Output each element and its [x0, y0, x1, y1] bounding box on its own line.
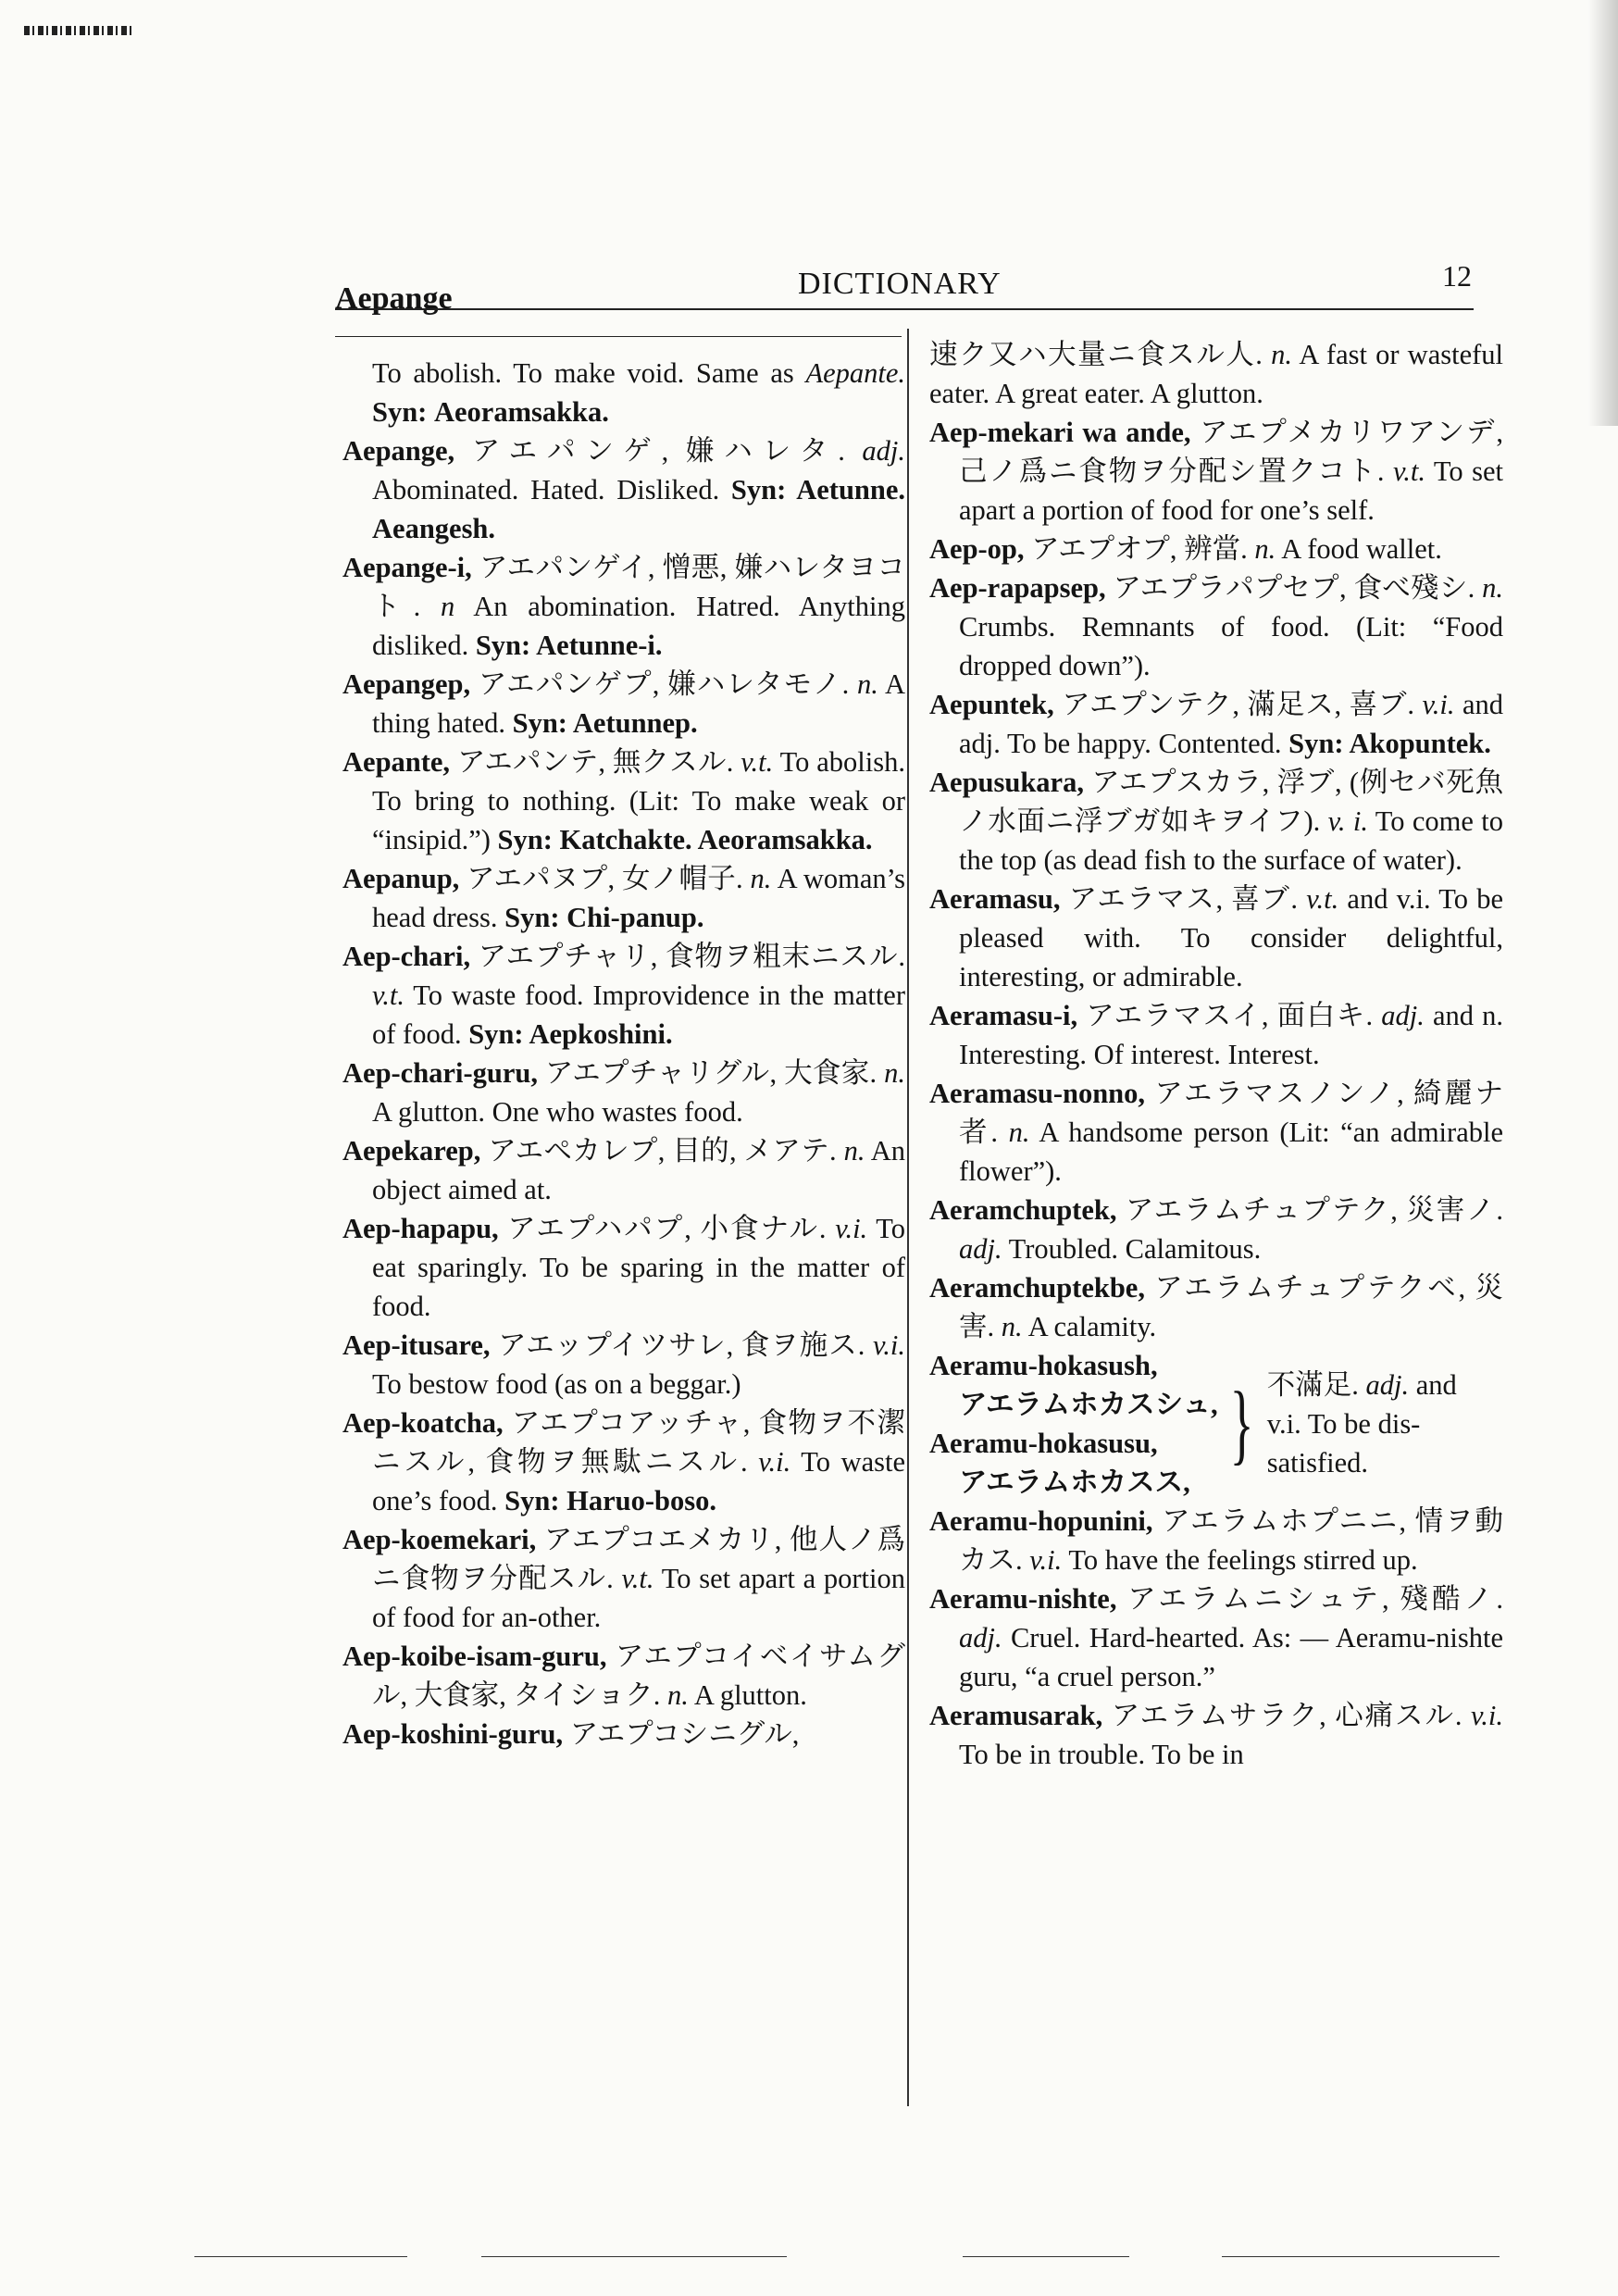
dictionary-entry — [929, 1579, 1503, 1696]
synonym-label: Syn: — [497, 824, 553, 855]
headword: Aep-chari, — [342, 941, 471, 972]
bottom-rule — [1222, 2256, 1500, 2257]
dictionary-entry — [929, 530, 1503, 568]
headword: Aep-koatcha, — [342, 1407, 504, 1439]
japanese-gloss: アエプハパプ, 小食ナル. — [498, 1213, 836, 1244]
part-of-speech: v.t. — [1306, 883, 1339, 915]
japanese-gloss: アエプチャリグル, 大食家. — [537, 1057, 885, 1089]
definition: To waste food. Improvidence in the matter of food. — [372, 980, 905, 1050]
japanese-gloss: アエラマスイ, 面白キ. — [1077, 1000, 1382, 1031]
japanese-gloss: アエラムチュプテク, 災害ノ. — [1116, 1194, 1503, 1226]
japanese-gloss: アエラムチュプテクベ, 災害. — [959, 1272, 1503, 1342]
definition: To waste one’s food. — [372, 1446, 905, 1516]
japanese-gloss: アエラムサラク, 心痛スル. — [1102, 1700, 1471, 1731]
part-of-speech: v.t. — [372, 980, 404, 1011]
headword: Aep-koibe-isam-guru, — [342, 1641, 607, 1672]
left-entry-list — [342, 431, 905, 1753]
japanese-gloss: アエプチャリ, 食物ヲ粗末ニスル. — [470, 941, 905, 972]
headword: Aepange-i, — [342, 552, 472, 583]
dictionary-entry — [929, 1268, 1503, 1346]
dictionary-entry — [342, 1520, 905, 1637]
headword: Aeramchuptekbe, — [929, 1272, 1145, 1304]
headword: Aepante, — [342, 746, 451, 778]
japanese-gloss: アエパンゲ, 嫌ハレタ. — [454, 435, 863, 467]
definition: Crumbs. Remnants of food. (Lit: “Food dropped down”). — [959, 611, 1503, 681]
japanese-gloss: アエプメカリワアンデ, 己ノ爲ニ食物ヲ分配シ置クコト. — [959, 417, 1503, 487]
part-of-speech: v.i. — [1422, 689, 1455, 720]
japanese-gloss: アエパンゲイ, 憎悪, 嫌ハレタヨコト. — [372, 552, 905, 622]
part-of-speech: adj. — [1381, 1000, 1425, 1031]
dictionary-entry — [929, 1502, 1503, 1579]
japanese-gloss: アエラマスノンノ, 綺麗ナ者. — [959, 1078, 1503, 1148]
grouped-definition: 不滿足. adj. and v.i. To be dis-satisfied. — [1266, 1369, 1457, 1479]
synonym: Chi-panup. — [559, 902, 704, 933]
part-of-speech: v.i. — [1471, 1700, 1503, 1731]
right-entry-list-3 — [929, 1502, 1503, 1774]
headword: Aepuntek, — [929, 689, 1054, 720]
dictionary-entry — [342, 742, 905, 859]
japanese-gloss: アエラムホプニニ, 情ヲ動カス. — [959, 1505, 1503, 1576]
part-of-speech: adj. — [959, 1233, 1002, 1265]
synonym-label: Syn: — [730, 474, 787, 505]
dictionary-entry — [929, 1191, 1503, 1268]
definition: An abomination. Hatred. Anything disliked. — [372, 591, 905, 661]
bottom-rule — [963, 2256, 1129, 2257]
japanese-gloss: アエプオプ, 辨當. — [1024, 533, 1255, 565]
part-of-speech: v.i. — [873, 1329, 905, 1361]
part-of-speech: n. — [1008, 1117, 1030, 1148]
headword: Aepusukara, — [929, 767, 1084, 798]
bottom-rule — [194, 2256, 407, 2257]
part-of-speech: n. — [750, 863, 772, 894]
dictionary-entry — [342, 1131, 905, 1209]
definition: To set apart a portion of food for an-other. — [372, 1563, 905, 1633]
synonym: Haruo-boso. — [559, 1485, 716, 1516]
definition: A glutton. One who wastes food. — [372, 1096, 743, 1128]
dictionary-entry — [929, 880, 1503, 996]
definition: To eat sparingly. To be sparing in the matter of food. — [372, 1213, 906, 1322]
definition: To bestow food (as on a beggar.) — [372, 1368, 741, 1400]
headword: Aeramusarak, — [929, 1700, 1103, 1731]
headword: Aepangep, — [342, 668, 471, 700]
synonym-label: Syn: — [468, 1018, 524, 1050]
definition: An object aimed at. — [372, 1135, 905, 1205]
bottom-rule — [481, 2256, 787, 2257]
definition: To have the feelings stirred up. — [1062, 1544, 1418, 1576]
headword: Aeramu-nishte, — [929, 1583, 1117, 1615]
definition: A calamity. — [1022, 1311, 1157, 1342]
synonym: Aetunne-i. — [530, 630, 663, 661]
definition: Troubled. Calamitous. — [1002, 1233, 1262, 1265]
right-entry-list-2 — [929, 1191, 1503, 1346]
dictionary-entry — [342, 1326, 905, 1404]
left-column — [342, 354, 905, 1753]
grouped-entry — [929, 1346, 1503, 1502]
definition: A woman’s head dress. — [372, 863, 905, 933]
continued-entry: 速ク又ハ大量ニ食スル人. n. A fast or wasteful eater. A great eater. A glutton. — [929, 339, 1503, 409]
japanese-gloss: アエプスカラ, 浮ブ, (例セバ死魚ノ水面ニ浮ブガ如キヲイフ). — [959, 767, 1503, 837]
part-of-speech: v.i. — [835, 1213, 868, 1244]
synonym-label: Syn: — [504, 1485, 560, 1516]
japanese-gloss: アエパンテ, 無クスル. — [450, 746, 741, 778]
part-of-speech: n — [440, 591, 455, 622]
dictionary-entry — [342, 665, 905, 742]
headword: Aeramchuptek, — [929, 1194, 1117, 1226]
headword-kana: アエラムホカスス, — [959, 1466, 1190, 1498]
japanese-gloss: アエペカレプ, 目的, メアテ. — [480, 1135, 844, 1167]
headword: Aepekarep, — [342, 1135, 481, 1167]
dictionary-entry — [342, 1715, 905, 1753]
japanese-gloss: アエプコシニグル, — [563, 1718, 800, 1750]
definition: To abolish. To bring to nothing. (Lit: To make weak or “insipid.”) — [372, 746, 905, 855]
page-number: 12 — [1442, 259, 1472, 293]
headword: Aep-mekari wa ande, — [929, 417, 1191, 448]
dictionary-entry — [342, 1404, 905, 1520]
definition: Cruel. Hard-hearted. As: — Aeramu-nishte guru, “a cruel person.” — [959, 1622, 1503, 1692]
headword: Aep-rapapsep, — [929, 572, 1106, 604]
headword: Aeramasu-i, — [929, 1000, 1078, 1031]
definition: Abominated. Hated. Disliked. — [372, 474, 731, 505]
part-of-speech: v.t. — [741, 746, 774, 778]
dictionary-entry — [929, 1696, 1503, 1774]
running-title: DICTIONARY — [798, 267, 1002, 301]
dictionary-entry — [342, 1054, 905, 1131]
synonym: Katchakte. Aeoramsakka. — [552, 824, 873, 855]
part-of-speech: v.i. — [1029, 1544, 1063, 1576]
headword: Aeramu-hopunini, — [929, 1505, 1153, 1537]
definition: To set apart a portion of food for one’s self. — [959, 455, 1503, 526]
headword: Aep-op, — [929, 533, 1025, 565]
part-of-speech: v. i. — [1327, 805, 1368, 837]
dictionary-entry — [929, 996, 1503, 1074]
definition: and v.i. To be pleased with. To consider delightful, interesting, or admirable. — [959, 883, 1503, 992]
right-entry-list — [929, 413, 1503, 1191]
part-of-speech: n. — [857, 668, 878, 700]
definition: and adj. To be happy. Contented. — [959, 689, 1503, 759]
definition: A glutton. — [688, 1679, 807, 1711]
japanese-gloss: アエプラパプセプ, 食べ殘シ. — [1105, 572, 1483, 604]
synonym-label: Syn: — [512, 707, 567, 739]
part-of-speech: n. — [884, 1057, 905, 1089]
part-of-speech: adj. — [862, 435, 905, 467]
synonym: Aetunne. Aeangesh. — [372, 474, 906, 544]
page-header — [335, 250, 1472, 315]
dictionary-entry — [342, 937, 905, 1054]
part-of-speech: n. — [1001, 1311, 1023, 1342]
definition: and n. Interesting. Of interest. Interest. — [959, 1000, 1503, 1070]
scan-marks — [24, 26, 135, 35]
headword: Aeramasu-nonno, — [929, 1078, 1146, 1109]
synonym-label: Syn: — [475, 630, 531, 661]
synonym: Aetunnep. — [566, 707, 698, 739]
headword: Aep-itusare, — [342, 1329, 491, 1361]
japanese-gloss: アエラマス, 喜ブ. — [1060, 883, 1307, 915]
part-of-speech: adj. — [959, 1622, 1002, 1653]
definition: A food wallet. — [1276, 533, 1442, 565]
definition: To be in trouble. To be in — [959, 1739, 1244, 1770]
page-edge-shadow — [1588, 0, 1618, 426]
japanese-gloss: アエパヌプ, 女ノ帽子. — [459, 863, 751, 894]
headword: Aeramu-hokasush, — [929, 1350, 1158, 1381]
dictionary-entry — [342, 859, 905, 937]
japanese-gloss: アエプコエメカリ, 他人ノ爲ニ食物ヲ分配スル. — [372, 1524, 905, 1594]
headword: Aeramu-hokasusu, — [929, 1428, 1158, 1459]
dictionary-entry — [929, 1074, 1503, 1191]
headword: Aep-hapapu, — [342, 1213, 499, 1244]
part-of-speech: n. — [1482, 572, 1503, 604]
right-column — [929, 335, 1503, 1774]
guide-word: Aepange — [335, 281, 453, 316]
dictionary-entry — [929, 568, 1503, 685]
japanese-gloss: アエラムニシュテ, 殘酷ノ. — [1116, 1583, 1503, 1615]
part-of-speech: v.t. — [1393, 455, 1426, 487]
definition: To come to the top (as dead fish to the surface of water). — [959, 805, 1503, 876]
header-rule — [335, 308, 1474, 310]
headword: Aep-koshini-guru, — [342, 1718, 564, 1750]
continued-entry: To abolish. To make void. Same as Aepante. Syn: Aeoramsakka. — [372, 357, 905, 428]
dictionary-entry — [929, 685, 1503, 763]
part-of-speech: v.t. — [621, 1563, 654, 1594]
synonym-label: Syn: — [1288, 728, 1344, 759]
synonym: Akopuntek. — [1343, 728, 1491, 759]
column-divider — [907, 329, 909, 2106]
japanese-gloss: アエパンゲプ, 嫌ハレタモノ. — [470, 668, 857, 700]
dictionary-entry — [342, 1637, 905, 1715]
headword: Aepange, — [342, 435, 455, 467]
headword: Aeramasu, — [929, 883, 1061, 915]
grouped-headwords — [929, 1346, 1218, 1502]
part-of-speech: v.i. — [758, 1446, 791, 1478]
part-of-speech: n. — [843, 1135, 865, 1167]
column-top-rule — [335, 336, 902, 337]
definition: A handsome person (Lit: “an admirable flower”). — [959, 1117, 1503, 1187]
dictionary-entry — [929, 413, 1503, 530]
japanese-gloss: アエプコイベイサムグル, 大食家, タイショク. — [372, 1641, 905, 1711]
part-of-speech: n. — [1254, 533, 1276, 565]
synonym: Aepkoshini. — [523, 1018, 673, 1050]
japanese-gloss: アエプコアッチャ, 食物ヲ不潔ニスル, 食物ヲ無駄ニスル. — [372, 1407, 905, 1478]
synonym-label: Syn: — [504, 902, 560, 933]
japanese-gloss: アエップイツサレ, 食ヲ施ス. — [490, 1329, 873, 1361]
part-of-speech: n. — [667, 1679, 689, 1711]
dictionary-entry — [342, 1209, 905, 1326]
dictionary-entry — [929, 763, 1503, 880]
headword: Aep-chari-guru, — [342, 1057, 538, 1089]
definition: A thing hated. — [372, 668, 906, 739]
headword: Aepanup, — [342, 863, 460, 894]
headword-kana: アエラムホカスシュ, — [959, 1389, 1218, 1420]
japanese-gloss: アエプンテク, 滿足ス, 喜ブ. — [1053, 689, 1423, 720]
dictionary-entry — [342, 548, 905, 665]
headword: Aep-koemekari, — [342, 1524, 537, 1555]
brace: } — [1229, 1374, 1254, 1474]
dictionary-entry — [342, 431, 905, 548]
